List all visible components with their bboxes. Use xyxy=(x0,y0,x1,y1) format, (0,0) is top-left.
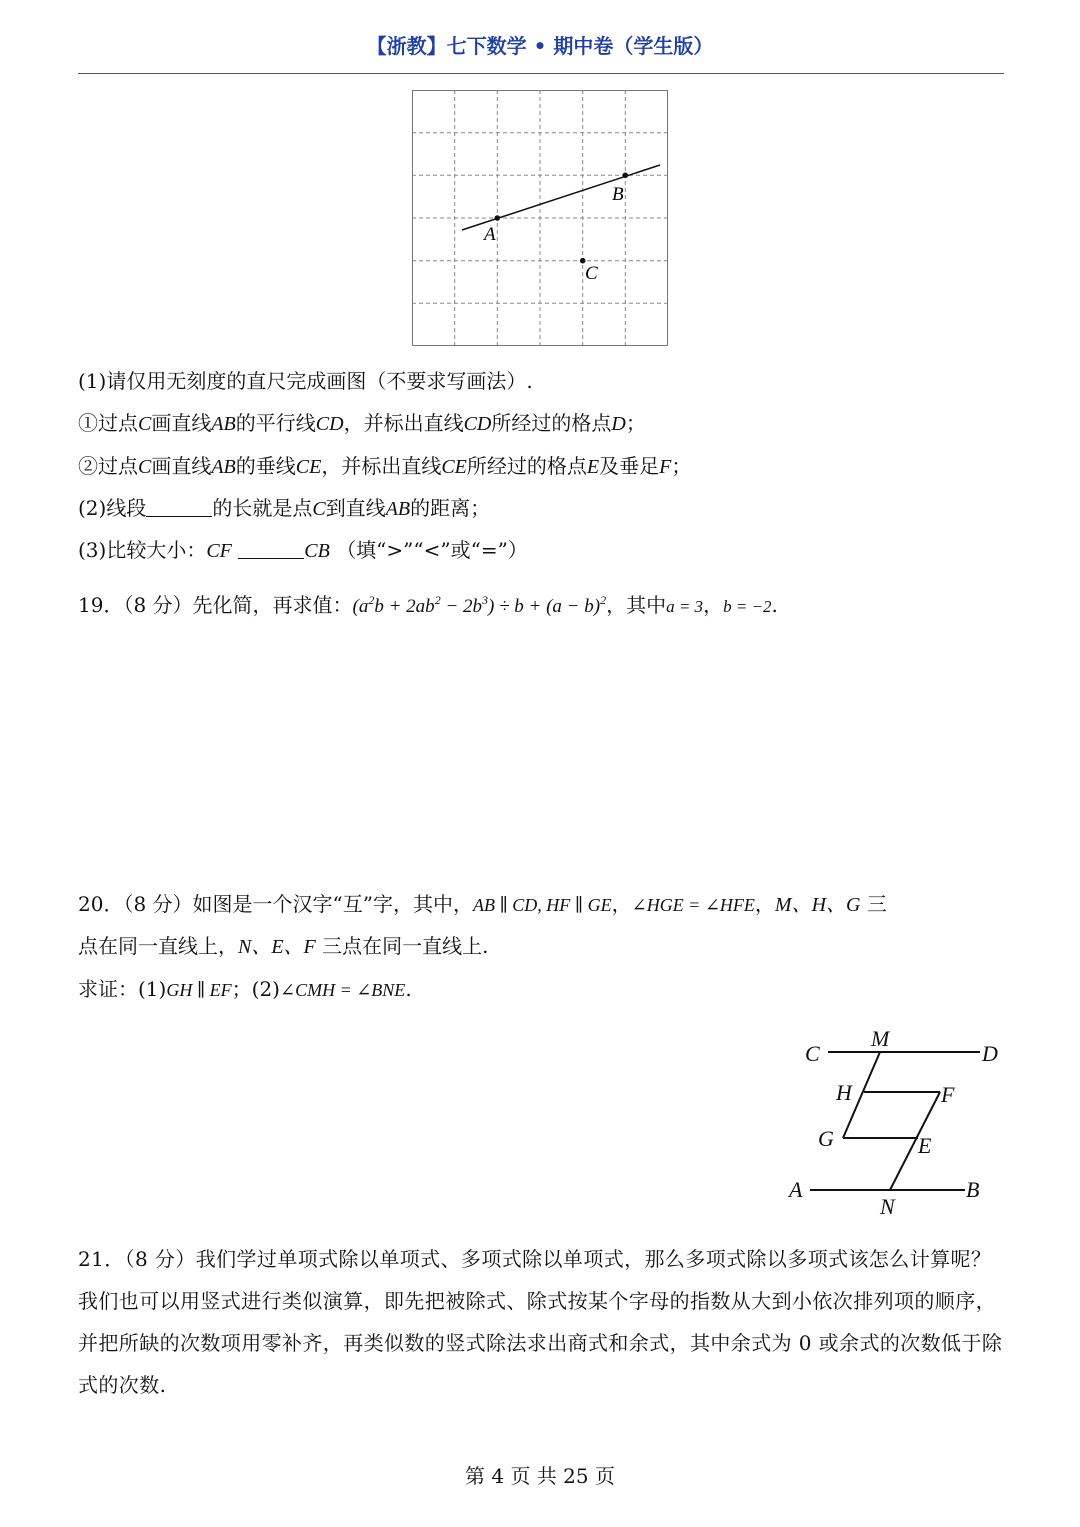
label-f: F xyxy=(941,1082,955,1107)
q20-line1: 20．（8 分）如图是一个汉字“互”字，其中，AB ∥ CD, HF ∥ GE，∠HGE = ∠HFE，M、H、G 三 xyxy=(78,892,887,916)
label-c: C xyxy=(805,1041,820,1066)
answer-blank-compare xyxy=(238,538,304,559)
grid-figure xyxy=(412,90,668,346)
page-header-title: 【浙教】七下数学 • 期中卷（学生版） xyxy=(366,34,714,58)
label-n: N xyxy=(880,1194,895,1219)
label-h: H xyxy=(836,1080,852,1105)
q20-line2: 点在同一直线上，N、E、F 三点在同一直线上. xyxy=(78,934,489,958)
q18-step2: ②过点C画直线AB的垂线CE，并标出直线CE所经过的格点E及垂足F； xyxy=(78,454,692,478)
answer-blank-segment xyxy=(146,496,212,517)
label-b: B xyxy=(612,184,624,205)
line-ab xyxy=(462,165,660,230)
label-g: G xyxy=(818,1126,834,1151)
label-c: C xyxy=(585,263,598,284)
label-a: A xyxy=(484,224,496,245)
q21-question: 21．（8 分）我们学过单项式除以单项式、多项式除以单项式，那么多项式除以多项式该怎么计算呢？我们也可以用竖式进行类似演算，即先把被除式、除式按某个字母的指数从大到小依次排列项的顺序，并把所缺的次数项用零补齐，再类似数的竖式除法求出商式和余式，其中余式为 0 或余式的次数低于除式的次数. xyxy=(78,1247,1003,1397)
label-d: D xyxy=(982,1041,998,1066)
point-a xyxy=(495,215,501,221)
point-b xyxy=(623,173,629,179)
label-a: A xyxy=(789,1177,803,1202)
q20-proof: 求证：(1)GH ∥ EF；(2)∠CMH = ∠BNE. xyxy=(78,977,412,1001)
page-footer: 第 4 页 共 25 页 xyxy=(465,1464,615,1488)
label-m: M xyxy=(871,1026,890,1051)
q18-part1: (1)请仅用无刻度的直尺完成画图（不要求写画法）. xyxy=(78,369,533,393)
label-e: E xyxy=(918,1133,932,1158)
label-b: B xyxy=(966,1177,980,1202)
header-rule xyxy=(78,73,1004,74)
q19-question: 19．（8 分）先化简，再求值：$(a^2b + 2ab^2 - 2b^3) \div b + (a - b)^2$，其中a = 3，b = −2. xyxy=(78,593,778,617)
hu-character-figure xyxy=(780,1020,1010,1225)
q18-step1: ①过点C画直线AB的平行线CD，并标出直线CD所经过的格点D； xyxy=(78,411,646,435)
q18-part2: (2)线段 的长就是点C到直线AB的距离； xyxy=(78,496,491,520)
line-fn xyxy=(890,1092,940,1190)
q18-part3: (3)比较大小：CF CB （填“>”“<”或“=”） xyxy=(78,538,528,562)
